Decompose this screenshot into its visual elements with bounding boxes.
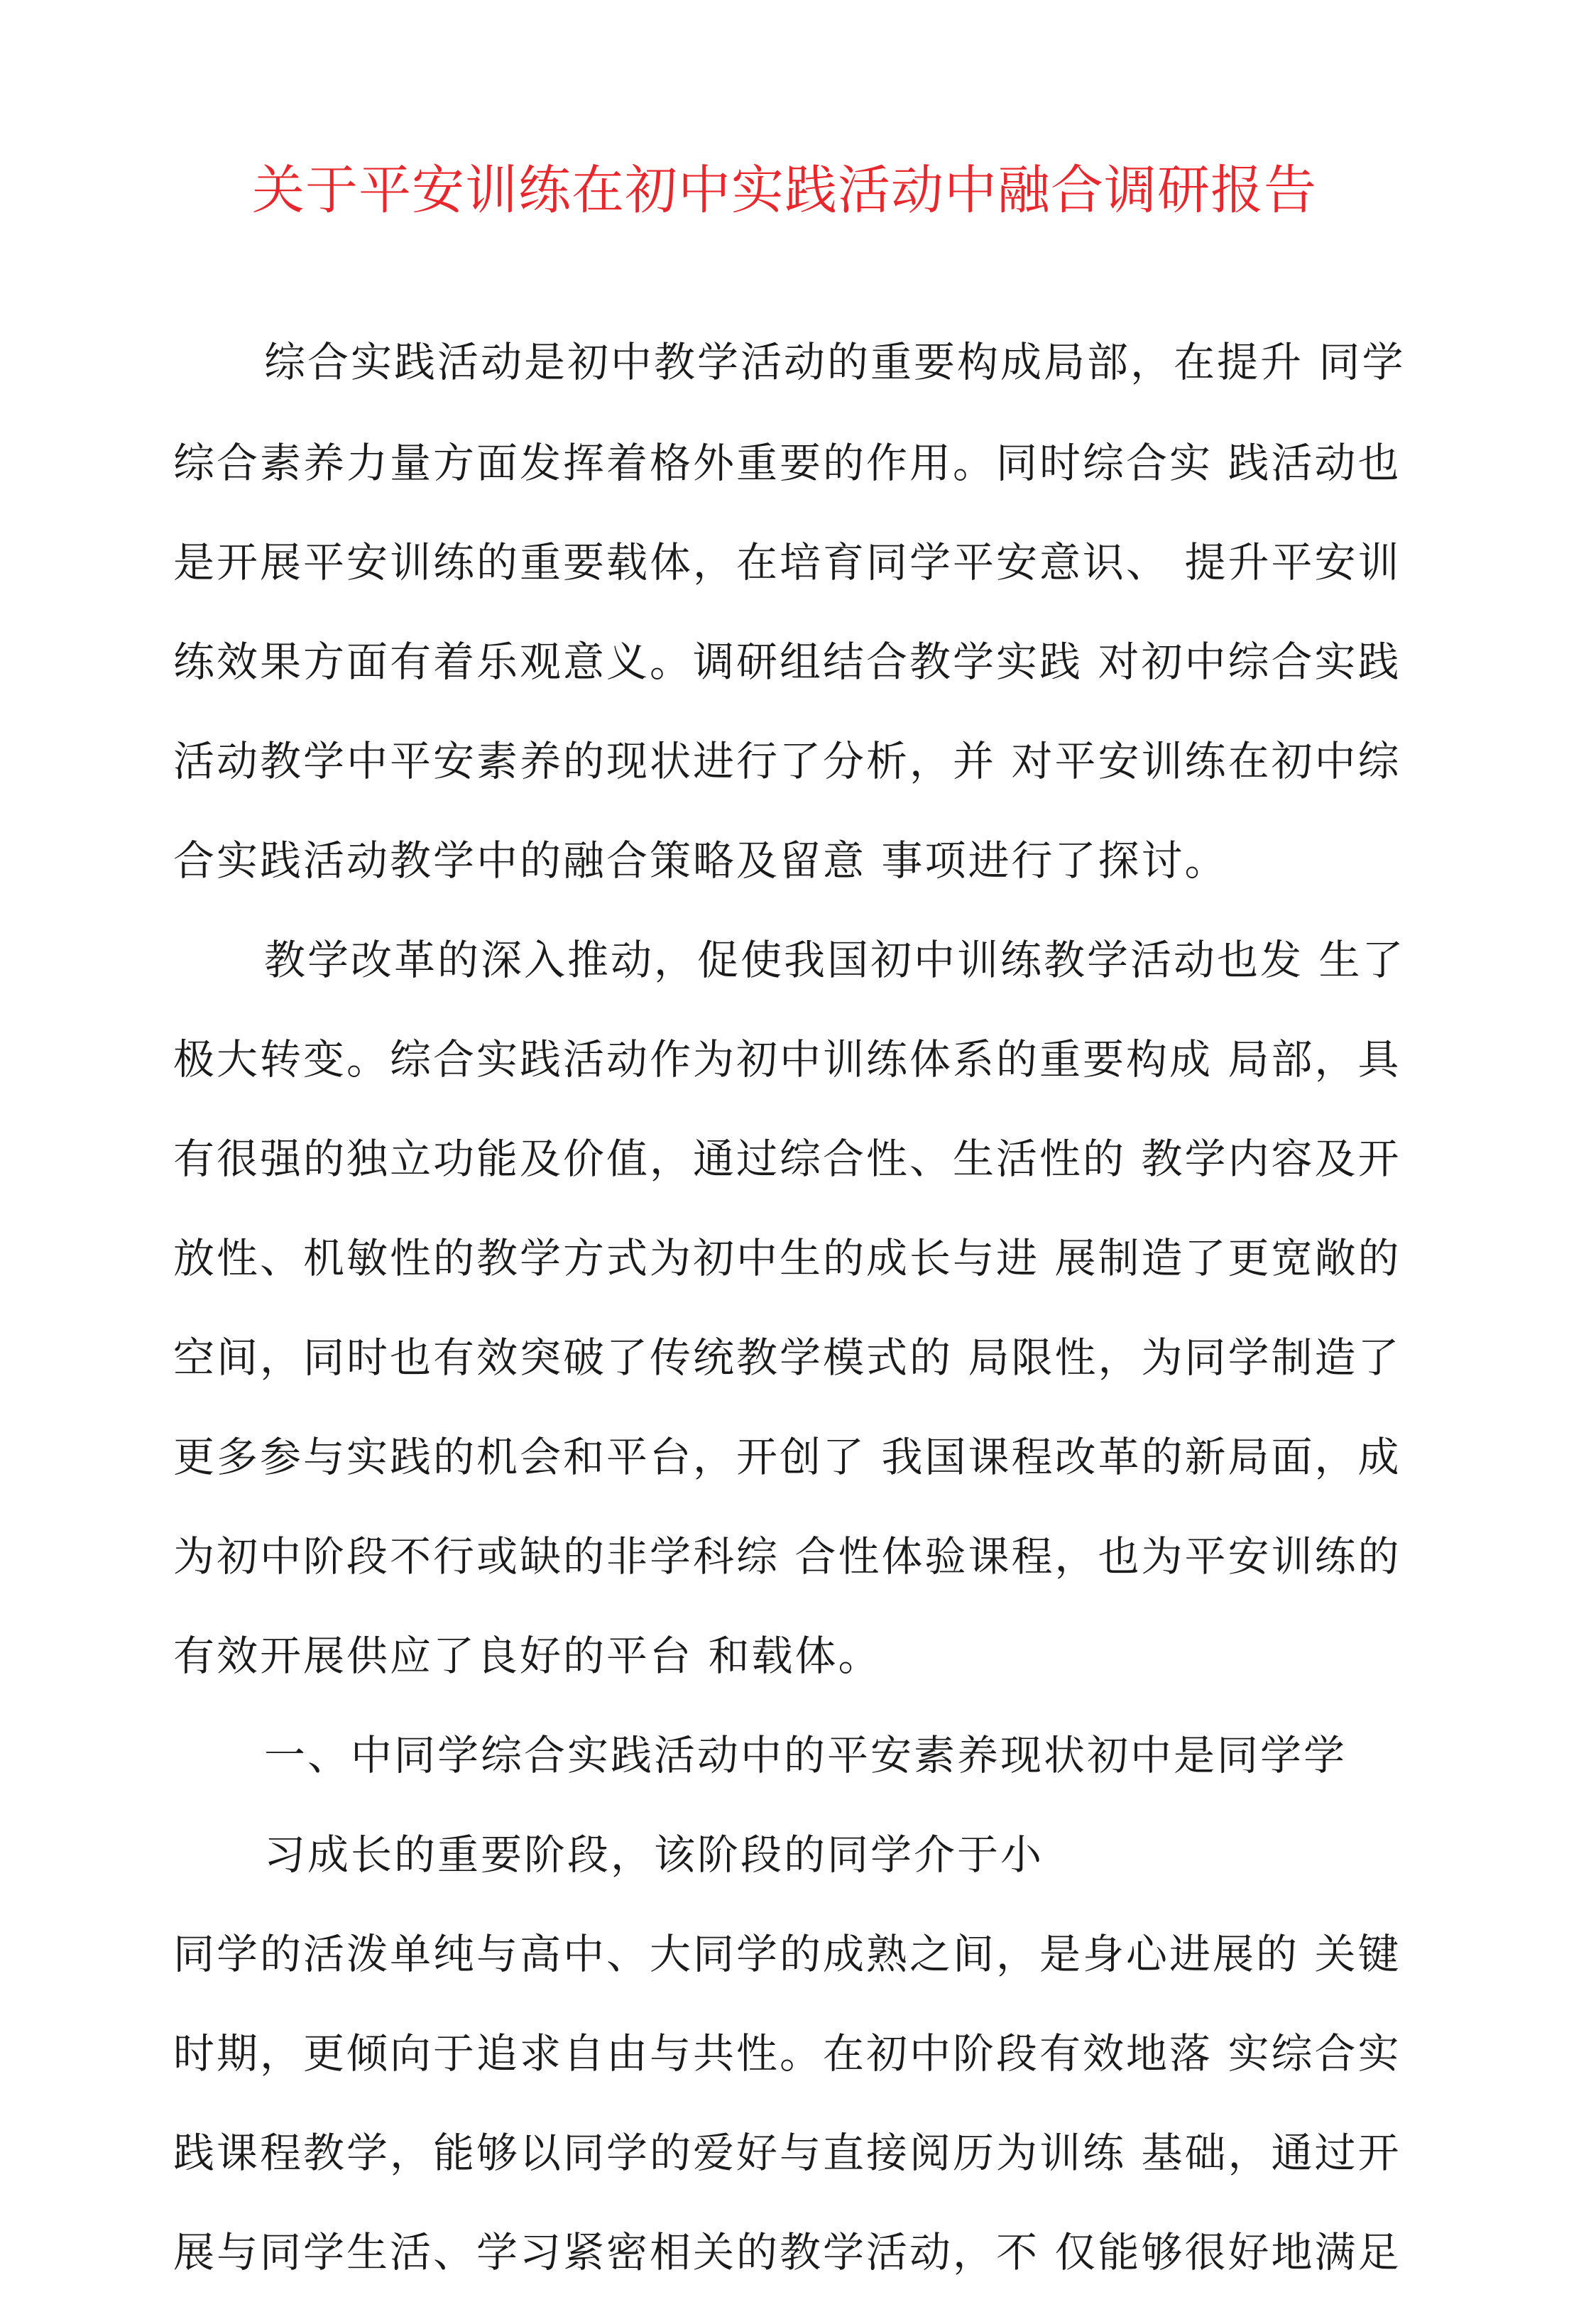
body-line-18: 时期，更倾向于追求自由与共性。在初中阶段有效地落 实综合实 xyxy=(173,2029,1401,2078)
body-line-11: 空间，同时也有效突破了传统教学模式的 局限性，为同学制造了 xyxy=(173,1333,1401,1382)
body-line-12: 更多参与实践的机会和平台，开创了 我国课程改革的新局面，成 xyxy=(173,1433,1401,1481)
body-line-3: 是开展平安训练的重要载体，在培育同学平安意识、 提升平安训 xyxy=(173,538,1401,587)
body-line-8: 极大转变。综合实践活动作为初中训练体系的重要构成 局部，具 xyxy=(173,1035,1401,1084)
body-line-5: 活动教学中平安素养的现状进行了分析，并 对平安训练在初中综 xyxy=(173,737,1401,785)
document-title: 关于平安训练在初中实践活动中融合调研报告 xyxy=(252,160,1317,221)
body-line-20: 展与同学生活、学习紧密相关的教学活动，不 仅能够很好地满足 xyxy=(173,2228,1401,2276)
body-line-10: 放性、机敏性的教学方式为初中生的成长与进 展制造了更宽敞的 xyxy=(173,1234,1401,1282)
body-line-6: 合实践活动教学中的融合策略及留意 事项进行了探讨。 xyxy=(173,836,1228,885)
body-line-4: 练效果方面有着乐观意义。调研组结合教学实践 对初中综合实践 xyxy=(173,638,1401,686)
section-heading-1: 一、中同学综合实践活动中的平安素养现状初中是同学学 xyxy=(264,1731,1347,1779)
body-line-14: 有效开展供应了良好的平台 和载体。 xyxy=(173,1632,882,1680)
body-line-1: 综合实践活动是初中教学活动的重要构成局部，在提升 同学 xyxy=(264,338,1406,386)
body-line-17: 同学的活泼单纯与高中、大同学的成熟之间，是身心进展的 关键 xyxy=(173,1930,1401,1978)
body-line-2: 综合素养力量方面发挥着格外重要的作用。同时综合实 践活动也 xyxy=(173,439,1401,487)
body-line-7: 教学改革的深入推动，促使我国初中训练教学活动也发 生了 xyxy=(264,936,1406,984)
body-line-16: 习成长的重要阶段，该阶段的同学介于小 xyxy=(264,1831,1044,1879)
body-line-9: 有很强的独立功能及价值，通过综合性、生活性的 教学内容及开 xyxy=(173,1135,1401,1183)
body-line-13: 为初中阶段不行或缺的非学科综 合性体验课程，也为平安训练的 xyxy=(173,1532,1401,1581)
body-line-19: 践课程教学，能够以同学的爱好与直接阅历为训练 基础，通过开 xyxy=(173,2129,1401,2177)
